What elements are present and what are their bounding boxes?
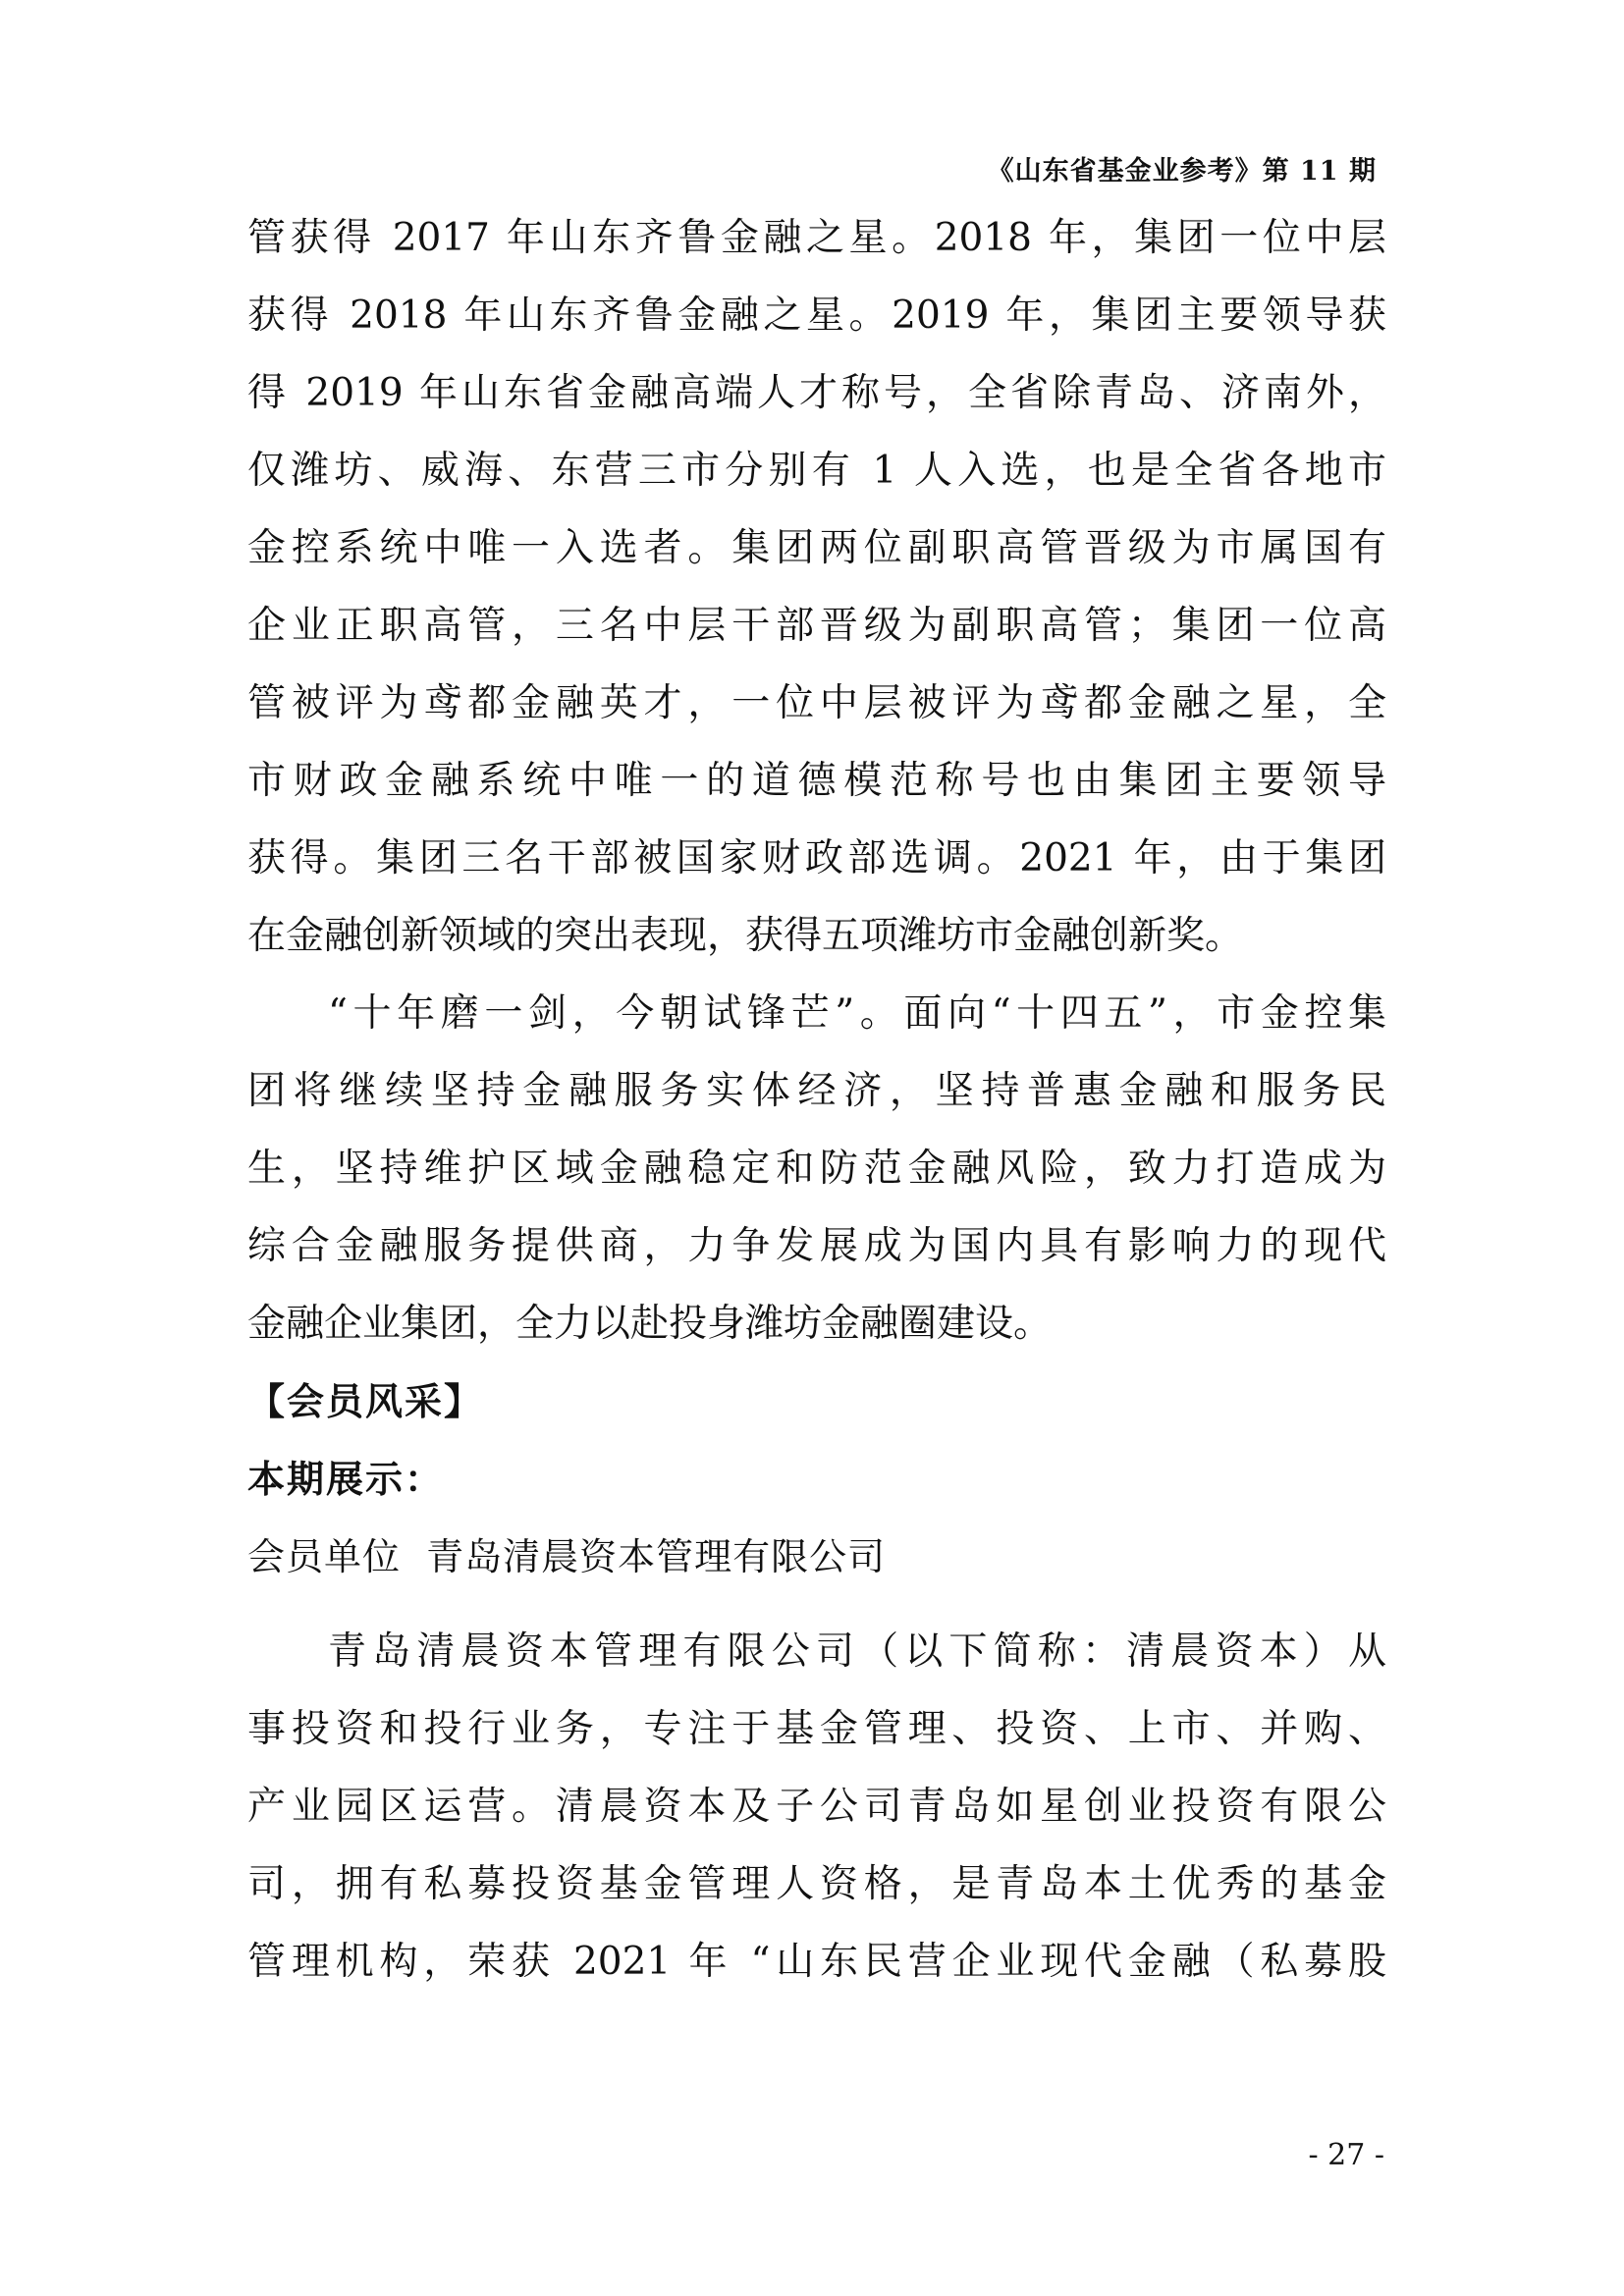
paragraph-1-line-6: 企业正职高管，三名中层干部晋级为副职高管；集团一位高 [247, 604, 1386, 648]
paragraph-1-line-4: 仅潍坊、威海、东营三市分别有 1 人入选，也是全省各地市 [247, 449, 1386, 493]
page-number: - 27 - [1308, 2138, 1384, 2172]
section-heading: 【会员风采】 [247, 1380, 484, 1423]
paragraph-3-line-4: 司，拥有私募投资基金管理人资格，是青岛本土优秀的基金 [247, 1862, 1386, 1906]
paragraph-1-line-9: 获得。集团三名干部被国家财政部选调。2021 年，由于集团 [247, 836, 1386, 881]
paragraph-2-line-2: 团将继续坚持金融服务实体经济，坚持普惠金融和服务民 [247, 1069, 1386, 1113]
paragraph-3-line-1: 青岛清晨资本管理有限公司（以下简称：清晨资本）从 [328, 1629, 1386, 1674]
paragraph-1-line-5: 金控系统中唯一入选者。集团两位副职高管晋级为市属国有 [247, 526, 1386, 570]
paragraph-1-line-3: 得 2019 年山东省金融高端人才称号，全省除青岛、济南外， [247, 371, 1386, 415]
member-unit-heading: 会员单位 青岛清晨资本管理有限公司 [247, 1535, 887, 1578]
paragraph-1-line-10: 在金融创新领域的突出表现，获得五项潍坊市金融创新奖。 [247, 914, 1244, 958]
paragraph-1-line-8: 市财政金融系统中唯一的道德模范称号也由集团主要领导 [247, 759, 1386, 803]
paragraph-2-line-3: 生，坚持维护区域金融稳定和防范金融风险，致力打造成为 [247, 1147, 1386, 1191]
paragraph-1-line-7: 管被评为鸢都金融英才，一位中层被评为鸢都金融之星，全 [247, 681, 1386, 725]
paragraph-3-line-3: 产业园区运营。清晨资本及子公司青岛如星创业投资有限公 [247, 1785, 1386, 1829]
paragraph-2-line-1: “十年磨一剑，今朝试锋芒”。面向“十四五”，市金控集 [328, 991, 1386, 1036]
paragraph-3-line-5: 管理机构，荣获 2021 年 “山东民营企业现代金融（私募股 [247, 1940, 1386, 1984]
issue-label: 本期展示： [247, 1458, 445, 1501]
paragraph-2-line-4: 综合金融服务提供商，力争发展成为国内具有影响力的现代 [247, 1224, 1386, 1268]
paragraph-1-line-2: 获得 2018 年山东齐鲁金融之星。2019 年，集团主要领导获 [247, 294, 1386, 338]
paragraph-2-line-5: 金融企业集团，全力以赴投身潍坊金融圈建设。 [247, 1302, 1053, 1346]
paragraph-3-line-2: 事投资和投行业务，专注于基金管理、投资、上市、并购、 [247, 1707, 1386, 1751]
publication-header: 《山东省基金业参考》第 11 期 [987, 156, 1377, 187]
paragraph-1-line-1: 管获得 2017 年山东齐鲁金融之星。2018 年，集团一位中层 [247, 216, 1386, 260]
